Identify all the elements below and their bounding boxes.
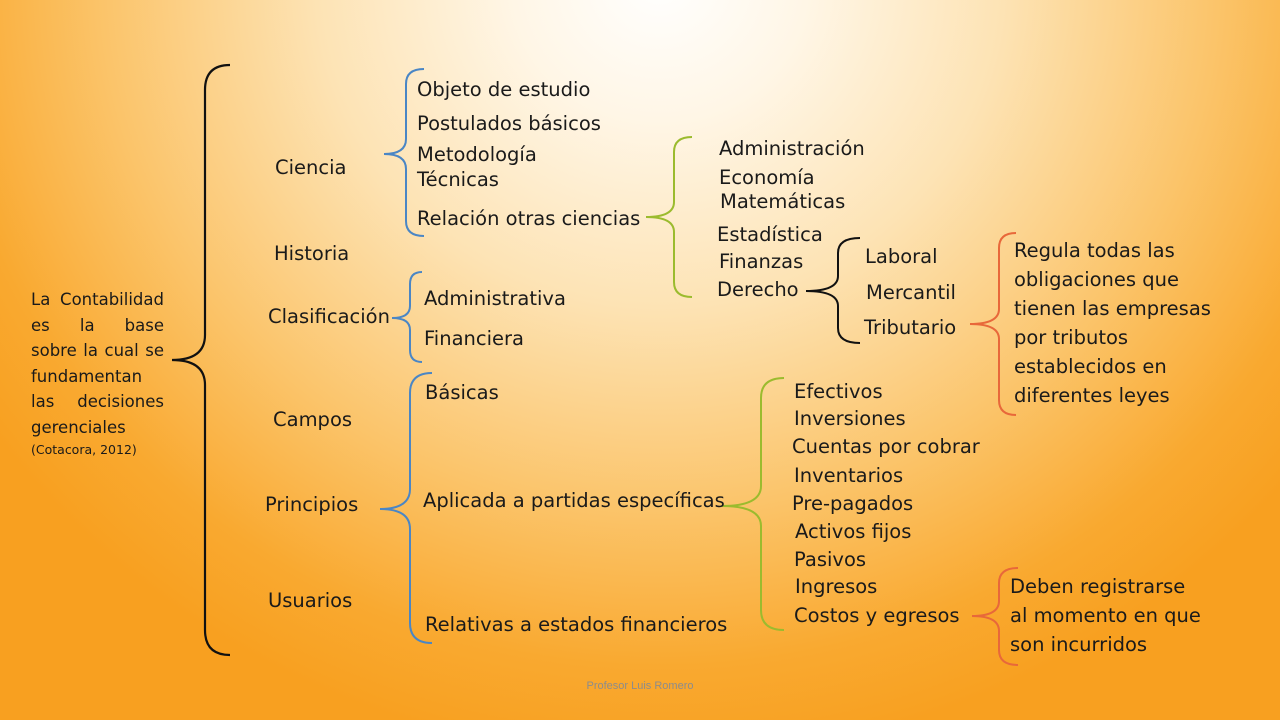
relacion-item: Administración bbox=[719, 137, 865, 160]
costos-note bbox=[1010, 572, 1201, 659]
footer-author: Profesor Luis Romero bbox=[586, 680, 694, 692]
aspect-clasificacion: Clasificación bbox=[268, 305, 390, 328]
note-line: por tributos bbox=[1014, 326, 1129, 349]
ciencia-item: Técnicas bbox=[417, 168, 499, 191]
partidas-item: Inversiones bbox=[794, 407, 906, 430]
note-line: al momento en que bbox=[1010, 604, 1201, 627]
principios-item: Básicas bbox=[425, 381, 499, 404]
derecho-item: Mercantil bbox=[866, 281, 956, 304]
aspect-historia: Historia bbox=[274, 242, 350, 265]
relacion-item: Finanzas bbox=[719, 250, 804, 273]
intro-definition bbox=[31, 287, 164, 458]
partidas-item: Pasivos bbox=[794, 548, 867, 571]
derecho-brace bbox=[806, 238, 860, 343]
clasificacion-brace bbox=[392, 272, 422, 362]
aspect-principios: Principios bbox=[265, 493, 359, 516]
aspect-ciencia: Ciencia bbox=[275, 156, 347, 179]
note-line: establecidos en bbox=[1014, 355, 1167, 378]
partidas-item: Inventarios bbox=[794, 464, 904, 487]
note-line: son incurridos bbox=[1010, 633, 1148, 656]
ciencia-item: Postulados básicos bbox=[417, 112, 601, 135]
partidas-brace bbox=[722, 378, 784, 630]
partidas-item: Pre-pagados bbox=[792, 492, 914, 515]
tributario-note bbox=[1014, 236, 1211, 410]
note-line: Regula todas las bbox=[1014, 239, 1175, 262]
intro-citation: (Cotacora, 2012) bbox=[31, 442, 137, 457]
note-line: diferentes leyes bbox=[1014, 384, 1170, 407]
derecho-item: Tributario bbox=[864, 316, 957, 339]
relacion-item: Matemáticas bbox=[720, 190, 846, 213]
partidas-item: Efectivos bbox=[794, 380, 883, 403]
clasificacion-item: Financiera bbox=[424, 327, 524, 350]
intro-text: La Contabilidad es la base sobre la cual se fundamentan las decisiones gerenciales bbox=[31, 290, 164, 437]
principios-item: Aplicada a partidas específicas bbox=[423, 489, 725, 512]
principios-item: Relativas a estados financieros bbox=[425, 613, 728, 636]
tributario-brace bbox=[970, 233, 1016, 415]
main-brace bbox=[172, 65, 230, 655]
partidas-item: Costos y egresos bbox=[794, 604, 960, 627]
clasificacion-item: Administrativa bbox=[424, 287, 566, 310]
ciencia-item: Relación otras ciencias bbox=[417, 207, 641, 230]
relacion-item: Derecho bbox=[717, 278, 799, 301]
note-line: obligaciones que bbox=[1014, 268, 1179, 291]
aspect-usuarios: Usuarios bbox=[268, 589, 353, 612]
partidas-item: Activos fijos bbox=[795, 520, 912, 543]
derecho-item: Laboral bbox=[865, 245, 938, 268]
note-line: Deben registrarse bbox=[1010, 575, 1186, 598]
relacion-brace bbox=[646, 137, 692, 297]
relacion-item: Economía bbox=[719, 166, 815, 189]
partidas-item: Ingresos bbox=[795, 575, 878, 598]
partidas-item: Cuentas por cobrar bbox=[792, 435, 980, 458]
ciencia-item: Metodología bbox=[417, 143, 537, 166]
note-line: tienen las empresas bbox=[1014, 297, 1211, 320]
relacion-item: Estadística bbox=[717, 223, 823, 246]
aspect-campos: Campos bbox=[273, 408, 353, 431]
ciencia-item: Objeto de estudio bbox=[417, 78, 591, 101]
